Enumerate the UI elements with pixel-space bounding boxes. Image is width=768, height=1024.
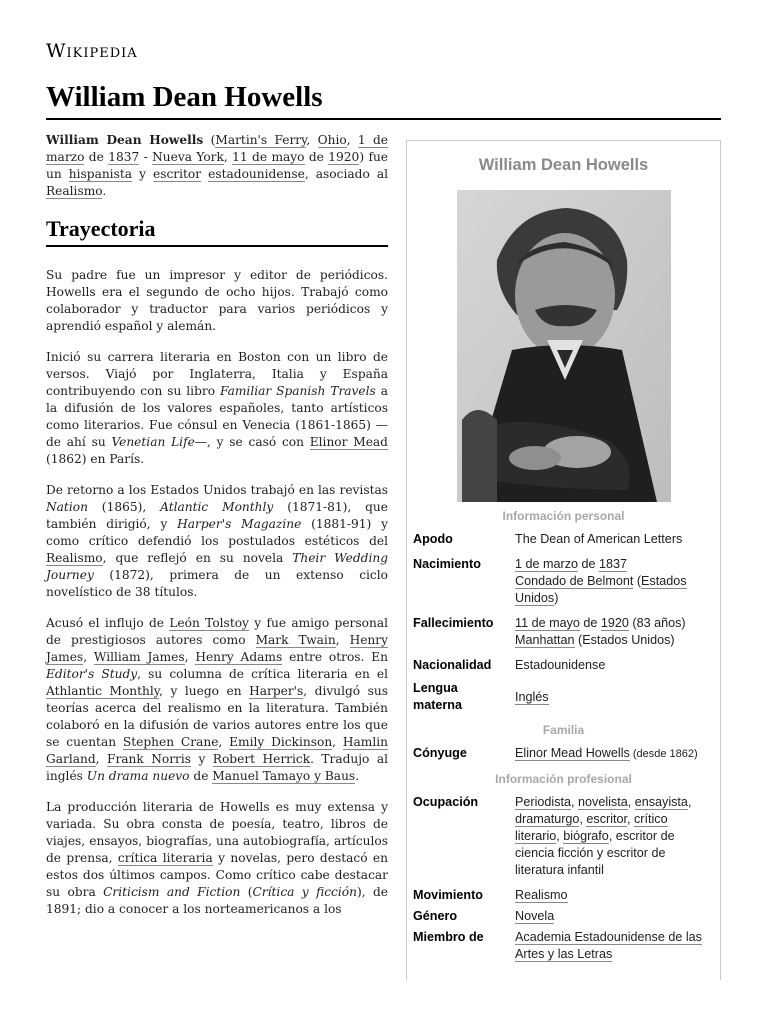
row-genero [407,906,720,927]
value-apodo: The Dean of American Letters [515,532,683,546]
paragraph-4: Acusó el influjo de León Tolstoy y fue amigo personal de prestigiosos autores como Mark Twain, Henry James, William James, Henry Adams entre otros. En Editor's Study, su columna de crítica literaria en el Athlantic Monthly, y luego en Harper's, divulgó sus teorías acerca del realismo en la literatura. También colaboró en la difusión de varios autores entre los que se cuentan Stephen Crane, Emily Dickinson, Hamlin Garland, Frank Norris y Robert Herrick. Tradujo al inglés Un drama nuevo de Manuel Tamayo y Baus. [46,616,389,783]
link-1837[interactable]: 1837 [108,150,140,164]
link-robert-herrick[interactable]: Robert Herrick [212,752,311,766]
link-henry-james[interactable]: Henry James [46,633,388,664]
article-body [46,132,388,932]
value-conyuge: Elinor Mead Howells (desde 1862) [515,746,698,760]
row-ocupacion [407,792,720,881]
link-realismo[interactable]: Realismo [46,184,103,198]
link-novela[interactable]: Novela [515,909,555,923]
link-fal-1920[interactable]: 1920 [600,616,629,630]
link-ensayista[interactable]: ensayista [634,795,688,809]
link-emily-dickinson[interactable]: Emily Dickinson [229,735,333,749]
label-nacionalidad: Nacionalidad [413,658,492,672]
link-biografo[interactable]: biógrafo [563,829,609,843]
link-martins-ferry[interactable]: Martin's Ferry [215,133,307,147]
value-ocupacion: Periodista, novelista, ensayista, dramaturgo, escritor, crítico literario, biógrafo, escritor de ciencia ficción y escritor de literatura infantil [515,795,692,877]
section-heading-trayectoria: Trayectoria [46,216,388,247]
link-novelista[interactable]: novelista [578,795,628,809]
link-william-james[interactable]: William James [93,650,185,664]
link-critico-literario[interactable]: crítico literario [515,812,668,843]
intro-paragraph: William Dean Howells (Martin's Ferry, Ohio, 1 de marzo de 1837 - Nueva York, 11 de mayo de 1920) fue un hispanista y escritor estadounidense, asociado al Realismo. [46,133,389,198]
link-frank-norris[interactable]: Frank Norris [106,752,192,766]
label-fallecimiento: Fallecimiento [413,616,494,630]
link-escritor[interactable]: escritor [153,167,202,181]
link-periodista[interactable]: Periodista [515,795,572,809]
link-academia-estadounidense[interactable]: Academia Estadounidense de las Artes y las Letras [515,930,702,961]
link-leon-tolstoy[interactable]: León Tolstoy [169,616,249,630]
label-lengua-materna: Lengua materna [413,681,462,712]
row-miembro-de [407,927,720,965]
row-lengua-materna [407,678,720,716]
link-harpers[interactable]: Harper's [249,684,304,698]
link-hispanista[interactable]: hispanista [68,167,133,181]
link-estados-unidos[interactable]: Estados Unidos [515,574,687,605]
link-dramaturgo[interactable]: dramaturgo [515,812,580,826]
link-ingles[interactable]: Inglés [515,689,549,704]
label-conyuge: Cónyuge [413,746,467,760]
link-elinor-mead-howells[interactable]: Elinor Mead Howells [515,746,630,760]
row-nacionalidad [407,655,720,676]
value-fallecimiento: 11 de mayo de 1920 (83 años) Manhattan (Estados Unidos) [515,616,686,647]
value-movimiento [515,887,714,904]
infobox [406,140,721,980]
portrait-photo[interactable] [457,190,671,502]
link-manhattan[interactable]: Manhattan [515,633,575,647]
row-nacimiento [407,554,720,609]
link-stephen-crane[interactable]: Stephen Crane [122,735,219,749]
link-mark-twain[interactable]: Mark Twain [255,633,336,647]
label-ocupacion: Ocupación [413,795,479,809]
link-henry-adams[interactable]: Henry Adams [195,650,283,664]
subject-name: William Dean Howells [46,133,204,147]
link-realismo-2[interactable]: Realismo [46,551,103,565]
link-elinor-mead[interactable]: Elinor Mead [309,435,388,449]
label-nacimiento: Nacimiento [413,557,481,571]
link-1-de-marzo[interactable]: 1 de marzo [46,133,388,164]
value-genero [515,908,714,925]
label-miembro-de: Miembro de [413,930,484,944]
link-critica-literaria[interactable]: crítica literaria [117,851,213,865]
row-fallecimiento [407,613,720,651]
link-11-de-mayo[interactable]: 11 de mayo [232,150,305,164]
row-movimiento [407,885,720,906]
label-apodo: Apodo [413,532,453,546]
row-conyuge [407,743,720,765]
section-informacion-profesional: Información profesional [495,772,632,786]
value-nacionalidad: Estadounidense [515,658,606,672]
link-fal-11-de-mayo[interactable]: 11 de mayo [515,616,580,630]
row-apodo [407,529,720,550]
value-miembro-de [515,929,714,963]
paragraph-3: De retorno a los Estados Unidos trabajó en las revistas Nation (1865), Atlantic Monthly (1871-81), que también dirigió, y Harper's Magazine (1881-91) y como crítico defendió los postulados estéticos del Realismo, que reflejó en su novela Their Wedding Journey (1872), primera de un extenso ciclo novelístico de 38 títulos. [46,483,389,599]
link-condado-de-belmont[interactable]: Condado de Belmont [515,574,634,588]
paragraph-2: Inició su carrera literaria en Boston con un libro de versos. Viajó por Inglaterra, Italia y España contribuyendo con su libro Familiar Spanish Travels a la difusión de los valores españoles, tanto artísticos como literarios. Fue cónsul en Venecia (1861-1865) — de ahí su Venetian Life—, y se casó con Elinor Mead (1862) en París. [46,350,389,466]
label-movimiento: Movimiento [413,888,483,902]
link-escritor-2[interactable]: escritor [586,812,627,826]
link-ohio[interactable]: Ohio [317,133,347,147]
link-nueva-york[interactable]: Nueva York [152,150,224,164]
link-1920[interactable]: 1920 [328,150,360,164]
link-nac-1-de-marzo[interactable]: 1 de marzo [515,557,578,571]
link-hamlin-garland[interactable]: Hamlin Garland [46,735,388,766]
section-informacion-personal: Información personal [502,509,625,523]
label-genero: Género [413,909,458,923]
link-manuel-tamayo-y-baus[interactable]: Manuel Tamayo y Baus [212,769,356,783]
section-familia: Familia [542,723,585,737]
value-nacimiento: 1 de marzo de 1837 Condado de Belmont (Estados Unidos) [515,557,687,605]
infobox-title: William Dean Howells [478,156,649,174]
paragraph-1: Su padre fue un impresor y editor de periódicos. Howells era el segundo de ocho hijos. Trabajó como colaborador y traductor para varios periódicos y aprendió español y alemán. [46,268,388,333]
page-title: William Dean Howells [46,78,721,120]
link-realismo-3[interactable]: Realismo [515,888,568,902]
link-estadounidense[interactable]: estadounidense [208,167,305,181]
link-nac-1837[interactable]: 1837 [599,557,628,571]
paragraph-5: La producción literaria de Howells es muy extensa y variada. Su obra consta de poesía, teatro, libros de viajes, ensayos, biografías, una autobiografía, artículos de prensa, crítica literaria y novelas, pero destacó en estos dos últimos campos. Como crítico cabe destacar su obra Criticism and Fiction (Crítica y ficción), de 1891; dio a conocer a los norteamericanos a los [46,800,388,916]
value-lengua-materna [515,689,714,706]
wikipedia-wordmark[interactable]: Wikipedia [46,40,138,62]
link-athlantic-monthly[interactable]: Athlantic Monthly [46,684,160,698]
